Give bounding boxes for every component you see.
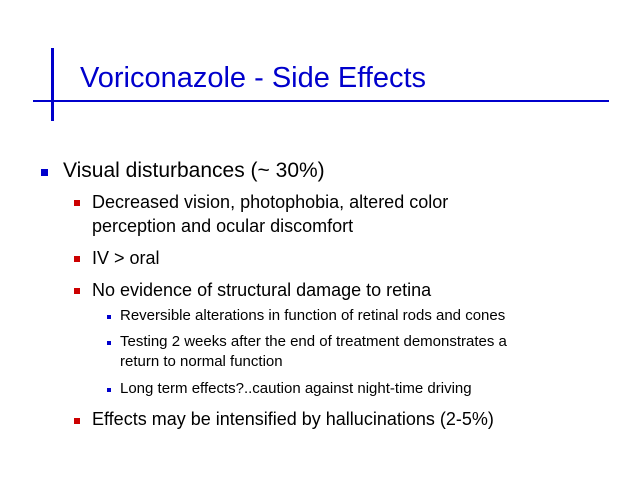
bullet-text-level3: Reversible alterations in function of retinal rods and cones — [120, 307, 506, 324]
bullet-level3-square-icon — [107, 341, 111, 345]
bullet-text-level1: Visual disturbances (~ 30%) — [63, 159, 325, 182]
title-accent-horizontal-line — [33, 100, 609, 102]
bullet-level3-square-icon — [107, 388, 111, 392]
bullet-level3-square-icon — [107, 315, 111, 319]
bullet-level2-square-icon — [74, 256, 80, 262]
bullet-level1-square-icon — [41, 169, 48, 176]
bullet-level2-square-icon — [74, 418, 80, 424]
bullet-text-level2-line2: perception and ocular discomfort — [92, 216, 354, 236]
bullet-text-level3-line1: Testing 2 weeks after the end of treatment demonstrates a — [120, 333, 507, 350]
bullet-text-level2: IV > oral — [92, 248, 160, 268]
bullet-text-level2-line1: Decreased vision, photophobia, altered color — [92, 192, 449, 212]
bullet-level2-square-icon — [74, 200, 80, 206]
bullet-level2-square-icon — [74, 288, 80, 294]
title-accent-vertical-line — [51, 48, 54, 121]
bullet-text-level3: Long term effects?..caution against night-time driving — [120, 380, 472, 397]
slide-title: Voriconazole - Side Effects — [80, 62, 427, 94]
bullet-text-level2: No evidence of structural damage to retina — [92, 280, 432, 300]
bullet-text-level3-line2: return to normal function — [120, 353, 283, 370]
bullet-text-level2: Effects may be intensified by hallucinations (2-5%) — [92, 409, 494, 429]
